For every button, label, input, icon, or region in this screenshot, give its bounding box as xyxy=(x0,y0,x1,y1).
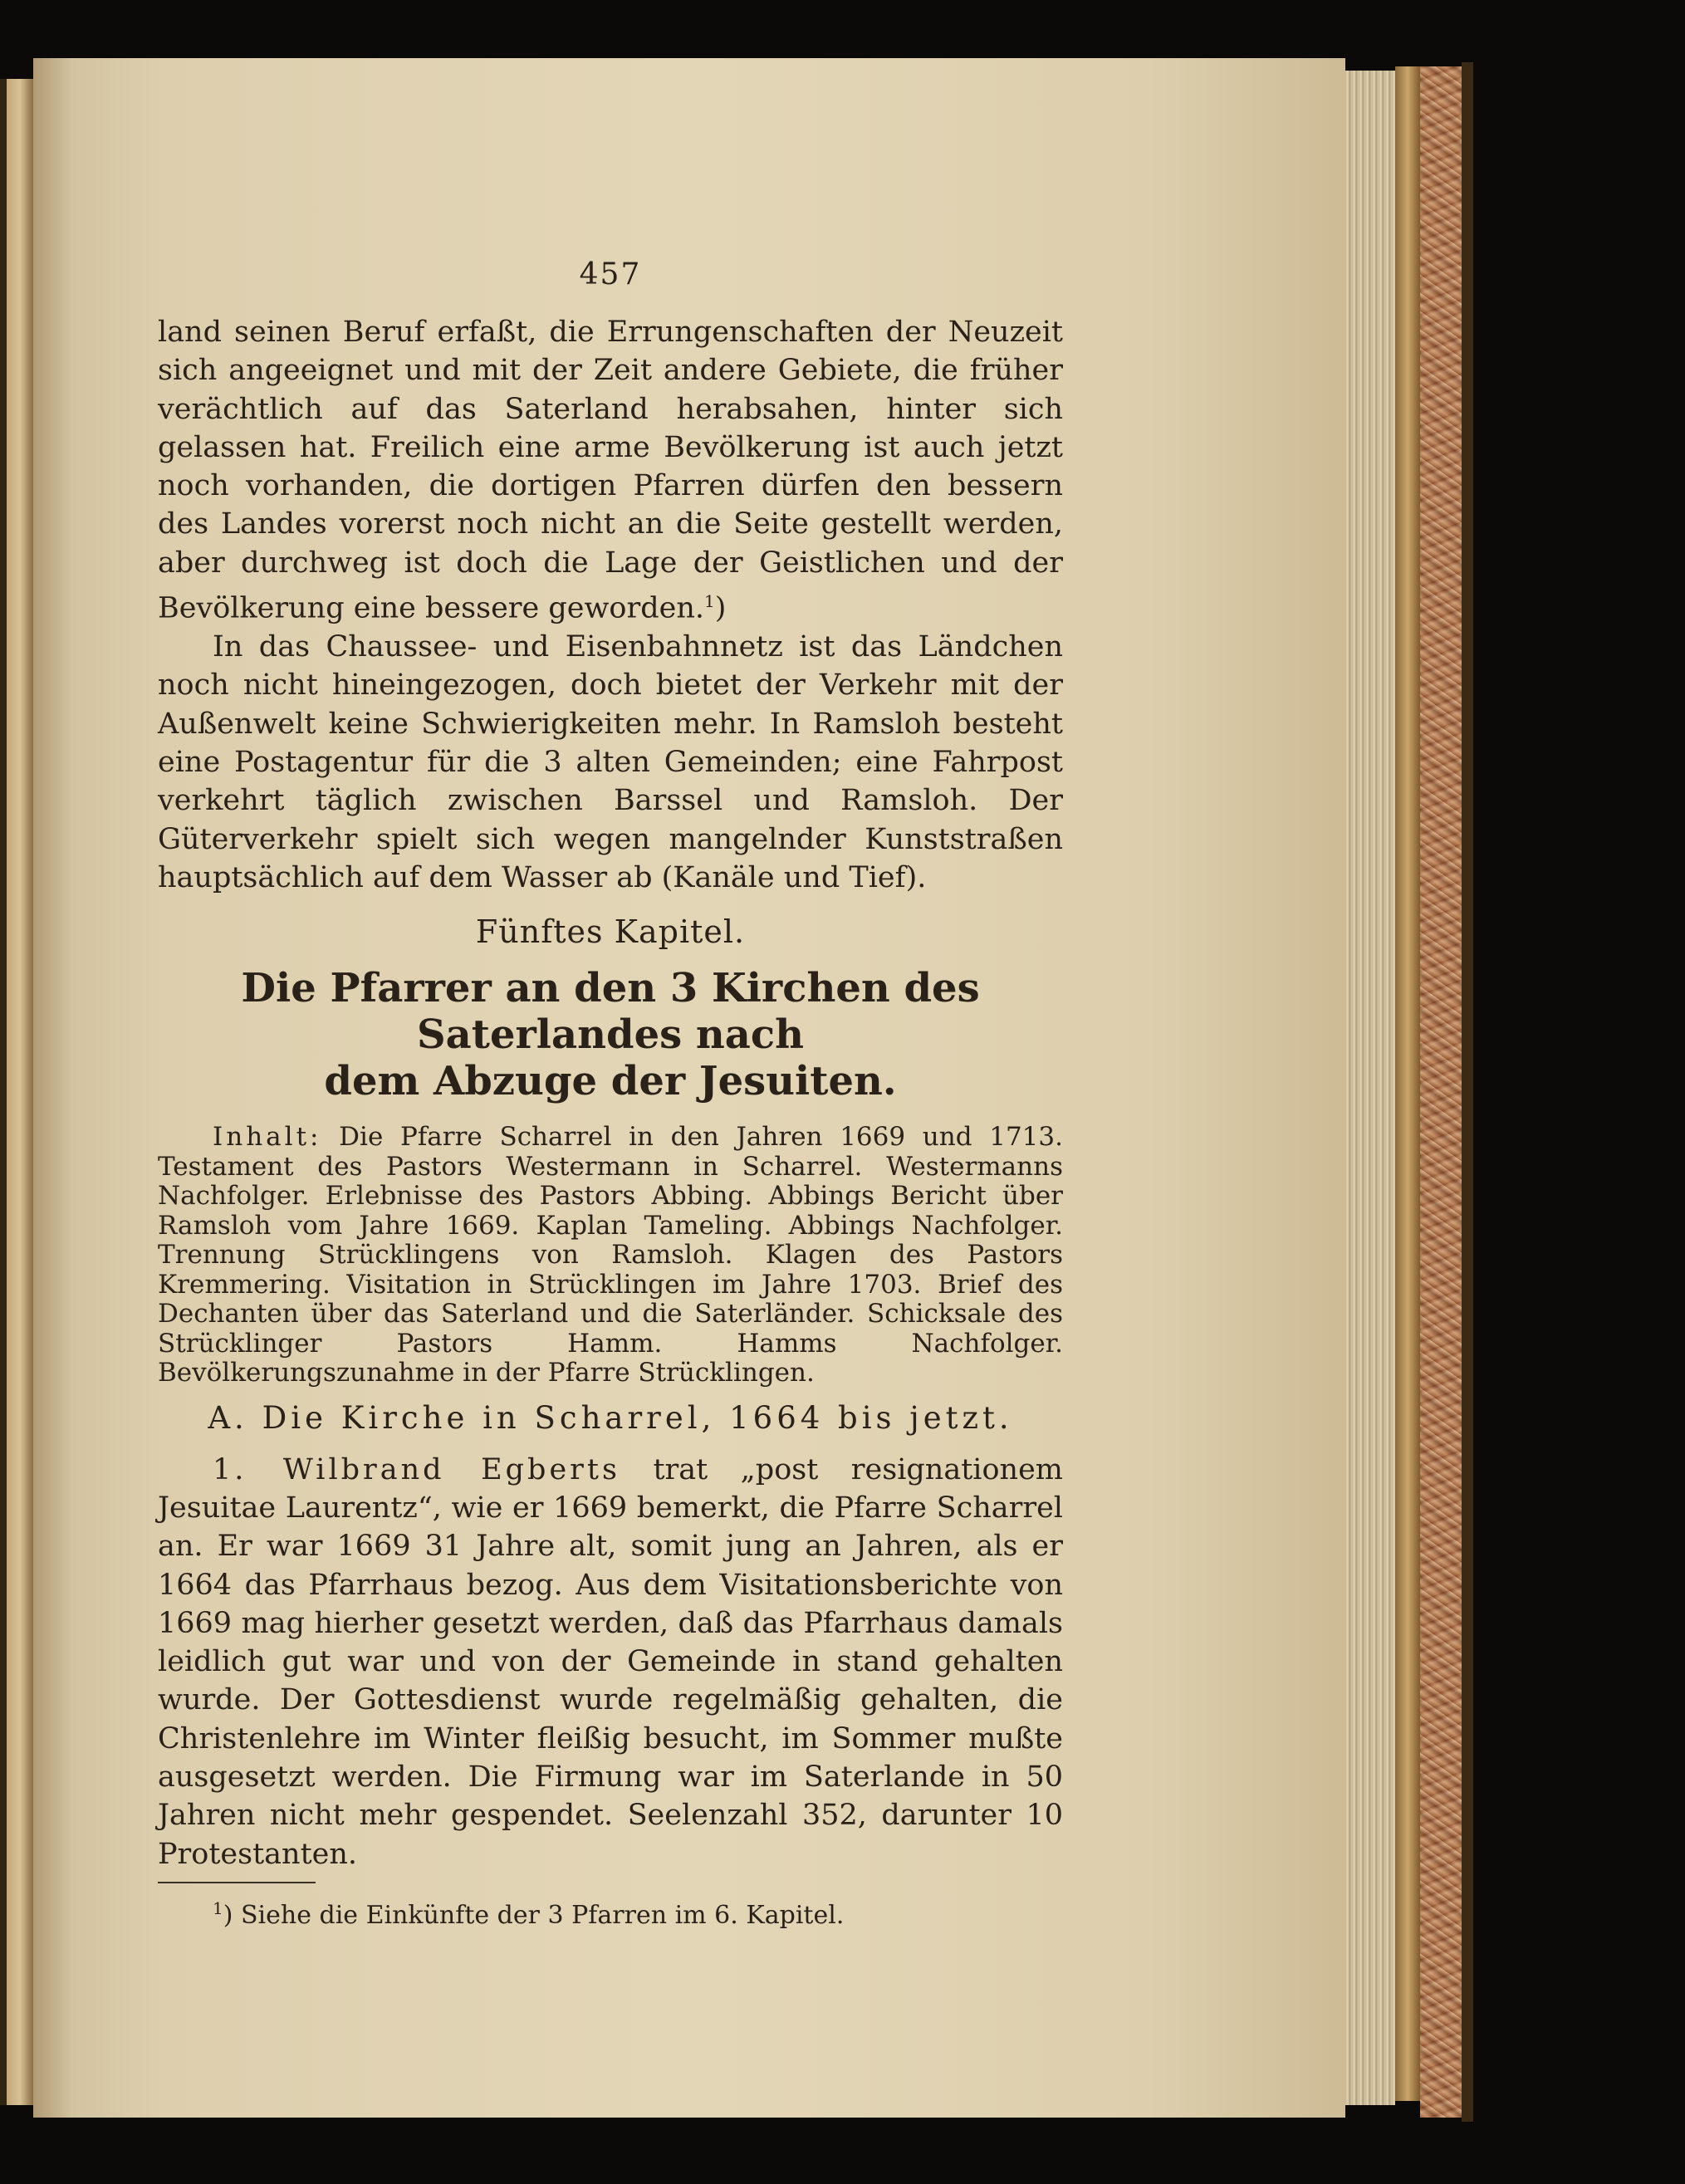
summary-text: Die Pfarre Scharrel in den Jahren 1669 und 1713. Testament des Pastors Westermann in Scharrel. Westermanns Nachfolger. Erlebnisse des Pastors Abbing. Abbings Bericht über Ramsloh vom Jahre 1669. Kaplan Tameling. Abbings Nachfolger. Trennung Strücklingens von Ramsloh. Klagen des Pastors Kremmering. Visitation in Strücklingen im Jahre 1703. Brief des Dechanten über das Saterland und die Saterländer. Schicksale des Strücklinger Pastors Hamm. Hamms Nachfolger. Bevölkerungszunahme in der Pfarre Strücklingen. xyxy=(158,1122,1063,1388)
footnote-reference-paren: ) xyxy=(714,591,727,625)
paragraph-3 xyxy=(158,1451,1063,1873)
footnote-reference: 1 xyxy=(704,591,715,612)
footnote-divider xyxy=(158,1882,316,1883)
page-content xyxy=(158,257,1063,1931)
paragraph-2: In das Chaussee- und Eisenbahnnetz ist das Ländchen noch nicht hineingezogen, doch bietet der Verkehr mit der Außenwelt keine Schwierigkeiten mehr. In Ramsloh besteht eine Postagentur für die 3 alten Gemeinden; eine Fahrpost verkehrt täglich zwischen Barssel und Ramsloh. Der Güterverkehr spielt sich wegen mangelnder Kunststraßen hauptsächlich auf dem Wasser ab (Kanäle und Tief). xyxy=(158,630,1063,894)
left-cover-edge xyxy=(0,79,7,2105)
section-heading: A. Die Kirche in Scharrel, 1664 bis jetzt. xyxy=(208,1399,1013,1436)
back-cover-edge xyxy=(1462,62,1473,2122)
gilt-edge xyxy=(1395,66,1420,2101)
summary-label: Inhalt: xyxy=(213,1122,322,1153)
paragraph-3-text: trat „post resignationem Jesuitae Laurentz“, wie er 1669 bemerkt, die Pfarre Scharrel an. Er war 1669 31 Jahre alt, somit jung an Jahren, als er 1664 das Pfarrhaus bezog. Aus dem Visitationsberichte von 1669 mag hierher gesetzt werden, daß das Pfarrhaus damals leidlich gut war und von der Gemeinde in stand gehalten wurde. Der Gottesdienst wurde regelmäßig gehalten, die Christenlehre im Winter fleißig besucht, im Sommer mußte ausgesetzt werden. Die Firmung war im Saterlande in 50 Jahren nicht mehr gespendet. Seelenzahl 352, darunter 10 Protestanten. xyxy=(158,1452,1063,1871)
chapter-title-line-2: dem Abzuge der Jesuiten. xyxy=(324,1058,897,1105)
marbled-edge xyxy=(1420,66,1462,2118)
page-stack-edge xyxy=(1345,71,1395,2105)
chapter-summary xyxy=(158,1123,1063,1388)
page-number: 457 xyxy=(579,257,642,291)
footnote-text: ) Siehe die Einkünfte der 3 Pfarren im 6. Kapitel. xyxy=(223,1900,845,1930)
footnote xyxy=(158,1893,1063,1931)
footnote-number: 1 xyxy=(213,1898,223,1918)
paragraph-1 xyxy=(158,313,1063,628)
chapter-title-line-1: Die Pfarrer an den 3 Kirchen des Saterlandes nach xyxy=(241,965,980,1059)
chapter-label: Fünftes Kapitel. xyxy=(475,913,746,951)
paragraph-1-text: land seinen Beruf erfaßt, die Errungenschaften der Neuzeit sich angeeignet und mit der Zeit andere Gebiete, die früher verächtlich auf das Saterland herabsahen, hinter sich gelassen hat. Freilich eine arme Bevölkerung ist auch jetzt noch vorhanden, die dortigen Pfarren dürfen den bessern des Landes vorerst noch nicht an die Seite gestellt werden, aber durchweg ist doch die Lage der Geistlichen und der Bevölkerung eine bessere geworden. xyxy=(158,316,1063,625)
chapter-title xyxy=(158,965,1063,1104)
paragraph-3-lead: 1. Wilbrand Egberts xyxy=(213,1452,620,1486)
